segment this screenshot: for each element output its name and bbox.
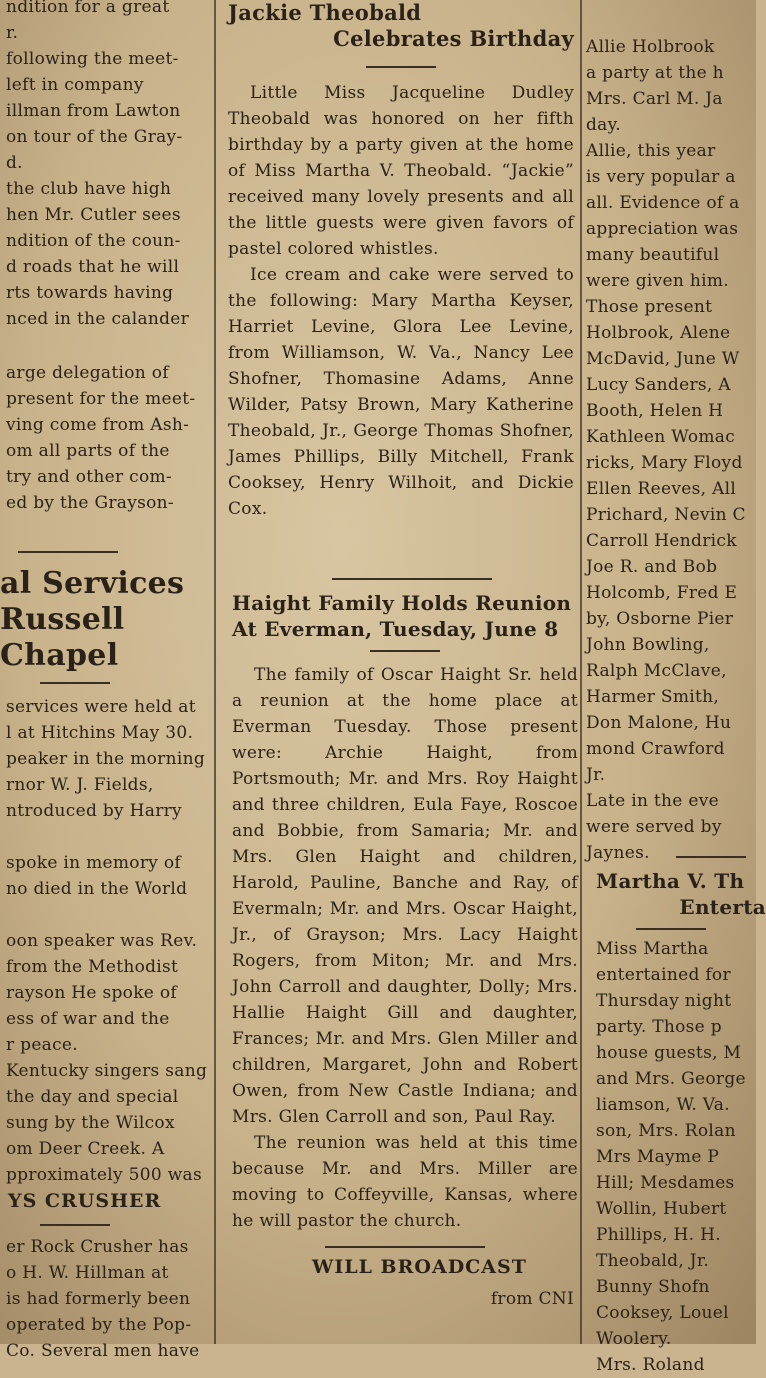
text-line: hen Mr. Cutler sees <box>6 205 181 225</box>
services-lines <box>0 694 214 1188</box>
text-line: ntroduced by Harry <box>6 801 182 821</box>
text-line: Mrs. Carl M. Ja <box>586 89 723 109</box>
text-line: were given him. <box>586 271 729 291</box>
text-line: left in company <box>6 75 144 95</box>
text-line: peaker in the morning <box>6 749 206 769</box>
text-line: sung by the Wilcox <box>6 1113 175 1133</box>
text-line: om Deer Creek. A <box>6 1139 165 1159</box>
text-line: Late in the eve <box>586 791 719 811</box>
text-line: Phillips, H. H. <box>596 1225 721 1245</box>
text-line: Harmer Smith, <box>586 687 720 707</box>
left-divider <box>18 551 118 553</box>
left-delegation-article <box>6 360 212 516</box>
text-line: mond Crawford <box>586 739 725 759</box>
text-line: oon speaker was Rev. <box>6 931 198 951</box>
text-line: following the meet- <box>6 49 179 69</box>
text-line: Joe R. and Bob <box>586 557 718 577</box>
birthday-headline-1: Jackie Theobald <box>228 0 422 25</box>
text-line: Kentucky singers sang <box>6 1061 208 1081</box>
text-line: liamson, W. Va. <box>596 1095 730 1115</box>
text-line: Thursday night <box>596 991 732 1011</box>
text-line: John Bowling, <box>586 635 710 655</box>
text-line: Prichard, Nevin C <box>586 505 746 525</box>
text-line: Holcomb, Fred E <box>586 583 738 603</box>
text-line: from the Methodist <box>6 957 179 977</box>
text-line: ricks, Mary Floyd <box>586 453 743 473</box>
text-line: rayson He spoke of <box>6 983 178 1003</box>
text-line: party. Those p <box>596 1017 722 1037</box>
text-line: spoke in memory of <box>6 853 181 873</box>
text-line <box>6 902 214 928</box>
reunion-rule <box>370 650 440 652</box>
crusher-headline: YS CRUSHER <box>8 1190 162 1212</box>
text-line: illman from Lawton <box>6 101 181 121</box>
text-line: Carroll Hendrick <box>586 531 737 551</box>
birthday-rule <box>366 66 436 68</box>
text-line: ndition for a great <box>6 0 170 17</box>
left-middle-lines <box>6 360 212 516</box>
text-line: pproximately 500 was <box>6 1165 203 1185</box>
text-line: Allie Holbrook <box>586 37 715 57</box>
martha-lines <box>596 936 766 1378</box>
services-headline-2: Russell Chapel <box>0 602 125 673</box>
text-line: Booth, Helen H <box>586 401 724 421</box>
text-line: the club have high <box>6 179 172 199</box>
text-line: house guests, M <box>596 1043 742 1063</box>
text-line: on tour of the Gray- <box>6 127 183 147</box>
services-rule <box>40 682 110 684</box>
martha-article <box>596 868 766 1378</box>
text-line: Theobald, Jr. <box>596 1251 710 1271</box>
text-line: is very popular a <box>586 167 736 187</box>
text-line: Don Malone, Hu <box>586 713 732 733</box>
text-line: a party at the h <box>586 63 724 83</box>
text-line: ess of war and the <box>6 1009 170 1029</box>
text-line: Ralph McClave, <box>586 661 727 681</box>
reunion-headline-2: At Everman, Tuesday, June 8 <box>232 617 559 641</box>
text-line: ndition of the coun- <box>6 231 181 251</box>
text-line: present for the meet- <box>6 389 196 409</box>
reunion-headline-1: Haight Family Holds Reunion <box>232 591 572 615</box>
text-line: Ellen Reeves, All <box>586 479 737 499</box>
martha-headline-1: Martha V. Th <box>596 869 745 893</box>
text-line: were served by <box>586 817 722 837</box>
text-line: Cooksey, Louel <box>596 1303 729 1323</box>
text-line: Mrs. Roland <box>596 1355 705 1375</box>
allie-article <box>586 34 762 866</box>
text-line: entertained for <box>596 965 731 985</box>
crusher-rule <box>40 1224 110 1226</box>
text-line: is had formerly been <box>6 1289 191 1309</box>
services-headline-1: al Services <box>0 566 185 601</box>
text-line: try and other com- <box>6 467 172 487</box>
text-line: nced in the calander <box>6 309 190 329</box>
broadcast-rule <box>325 1246 485 1248</box>
text-line: Kathleen Womac <box>586 427 736 447</box>
reunion-paragraph-2: The reunion was held at this time because Mr. and Mrs. Miller are moving to Coffeyville, Kansas, where he will pastor the church. <box>232 1133 578 1231</box>
text-line: ving come from Ash- <box>6 415 190 435</box>
text-line: day. <box>586 115 621 135</box>
text-line <box>6 824 214 850</box>
text-line: son, Mrs. Rolan <box>596 1121 736 1141</box>
birthday-headline-2: Celebrates Birthday <box>333 26 574 51</box>
martha-rule <box>636 928 706 930</box>
allie-lines <box>586 34 762 866</box>
text-line: no died in the World <box>6 879 188 899</box>
crusher-article <box>0 1188 214 1364</box>
text-line: Bunny Shofn <box>596 1277 710 1297</box>
text-line: services were held at <box>6 697 196 717</box>
broadcast-headline: WILL BROADCAST <box>312 1256 527 1278</box>
column-rule-left <box>214 0 216 1344</box>
left-column <box>0 0 210 1361</box>
text-line: Jr. <box>586 765 606 785</box>
left-top-lines <box>6 0 212 332</box>
text-line: many beautiful <box>586 245 720 265</box>
text-line: r peace. <box>6 1035 78 1055</box>
text-line: Allie, this year <box>586 141 716 161</box>
crusher-lines <box>0 1234 214 1364</box>
martha-headline-2: Enterta <box>679 895 766 919</box>
text-line: Miss Martha <box>596 939 709 959</box>
birthday-article <box>228 0 574 522</box>
text-line: d. <box>6 153 23 173</box>
text-line: Co. Several men have <box>6 1341 200 1361</box>
text-line: arge delegation of <box>6 363 169 383</box>
middle-divider <box>332 578 492 580</box>
text-line: and Mrs. George <box>596 1069 746 1089</box>
text-line: r. <box>6 23 19 43</box>
text-line: o H. W. Hillman at <box>6 1263 169 1283</box>
text-line: the day and special <box>6 1087 179 1107</box>
text-line: Those present <box>586 297 713 317</box>
services-article <box>0 566 214 1188</box>
text-line: Lucy Sanders, A <box>586 375 731 395</box>
text-line: Mrs Mayme P <box>596 1147 720 1167</box>
text-line: Wollin, Hubert <box>596 1199 727 1219</box>
birthday-paragraph-2: Ice cream and cake were served to the following: Mary Martha Keyser, Harriet Levine, Glora Lee Levine, from Williamson, W. Va., Nancy Lee Shofner, Thomasine Adams, Anne Wilder, Patsy Brown, Mary Katherine Theobald, Jr., George Thomas Shofner, James Phillips, Billy Mitchell, Frank Cooksey, Henry Wilhoit, and Dickie Cox. <box>228 265 574 519</box>
text-line: er Rock Crusher has <box>6 1237 189 1257</box>
middle-column <box>222 0 578 1344</box>
text-line: om all parts of the <box>6 441 170 461</box>
text-line: d roads that he will <box>6 257 180 277</box>
text-line: by, Osborne Pier <box>586 609 734 629</box>
reunion-paragraph-1: The family of Oscar Haight Sr. held a reunion at the home place at Everman Tuesday. Those present were: Archie Haight, from Portsmouth; Mr. and Mrs. Roy Haight and three children, Eula Faye, Roscoe and Bobbie, from Samaria; Mr. and Mrs. Glen Haight and children, Harold, Pauline, Banche and Ray, of Evermaln; Mr. and Mrs. Oscar Haight, Jr., of Grayson; Mrs. Lacy Haight Rogers, from Miton; Mr. and Mrs. John Carroll and daughter, Dolly; Mrs. Hallie Haight Gill and daughter, Frances; Mr. and Mrs. Glen Miller and children, Margaret, John and Robert Owen, from New Castle Indiana; and Mrs. Glen Carroll and son, Paul Ray. <box>232 665 578 1127</box>
reunion-article <box>232 590 578 1312</box>
text-line: operated by the Pop- <box>6 1315 192 1335</box>
text-line: all. Evidence of a <box>586 193 740 213</box>
text-line: rnor W. J. Fields, <box>6 775 154 795</box>
text-line: Jaynes. <box>586 843 650 863</box>
text-line: Hill; Mesdames <box>596 1173 735 1193</box>
text-line: Woolery. <box>596 1329 672 1349</box>
text-line: rts towards having <box>6 283 174 303</box>
right-divider <box>676 856 746 858</box>
text-line: ed by the Grayson- <box>6 493 174 513</box>
text-line: l at Hitchins May 30. <box>6 723 194 743</box>
text-line: McDavid, June W <box>586 349 740 369</box>
birthday-paragraph-1: Little Miss Jacqueline Dudley Theobald was honored on her fifth birthday by a party given at the home of Miss Martha V. Theobald. “Jackie” received many lovely presents and all the little guests were given favors of pastel colored whistles. <box>228 83 574 259</box>
broadcast-line: from CNI <box>490 1289 574 1309</box>
text-line: appreciation was <box>586 219 739 239</box>
text-line: Holbrook, Alene <box>586 323 731 343</box>
right-column <box>586 0 766 1375</box>
left-top-article <box>6 0 212 332</box>
column-rule-right <box>580 0 582 1344</box>
